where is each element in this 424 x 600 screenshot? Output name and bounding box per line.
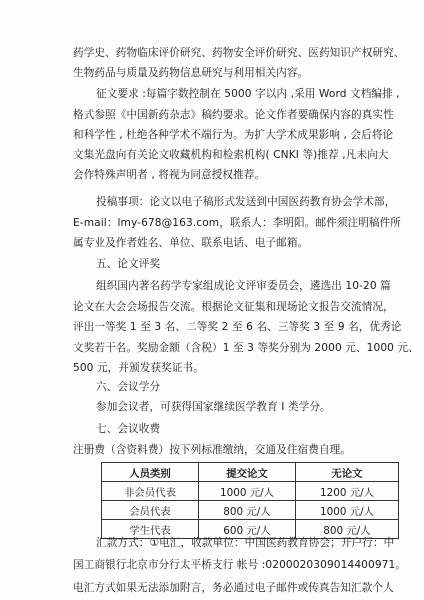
table-row bbox=[102, 501, 399, 520]
paragraph-line: 会作特殊声明者 , 将视为同意授权推荐。 bbox=[73, 169, 266, 181]
fee-cell: 800 元/人 bbox=[199, 501, 296, 520]
fee-cell: 非会员代表 bbox=[102, 482, 199, 501]
paragraph-line: 评出一等奖 1 至 3 名、二等奖 2 至 6 名、三等奖 3 至 9 名，优秀论 bbox=[73, 321, 402, 333]
bank-account-line: 国工商银行北京市分行太平桥支行 帐号 :0200020309014400971。 bbox=[73, 559, 407, 571]
paragraph-line: 组织国内著名药学专家组成论文评审委员会，遴选出 10-20 篇 bbox=[96, 280, 391, 292]
email-line: E-mail：lmy-678@163.com，联系人：李明阳。邮件须注明稿件所 bbox=[73, 217, 401, 229]
paragraph-line: 文集光盘向有关论文收藏机构和检索机构( CNKI 等)推荐 ,凡未向大 bbox=[73, 149, 389, 161]
paragraph-line: 药学史、药物临床评价研究、药物安全评价研究、医药知识产权研究、 bbox=[73, 47, 405, 59]
paragraph-line: 500 元，并颁发获奖证书。 bbox=[73, 362, 204, 374]
paragraph-line: 生物药品与质量及药物信息研究与利用相关内容。 bbox=[73, 67, 309, 79]
paragraph-line: 属专业及作者姓名、单位、联系电话、电子邮箱。 bbox=[73, 237, 309, 249]
fee-cell: 1200 元/人 bbox=[296, 482, 399, 501]
fee-header-no-paper: 无论文 bbox=[296, 463, 399, 482]
paragraph-line: 论文在大会会场报告交流。根据论文征集和现场论文报告交流情况， bbox=[73, 301, 394, 313]
paragraph-line: 电汇方式如果无法添加附言，务必通过电子邮件或传真告知汇款个人 bbox=[73, 582, 394, 594]
fee-cell: 学生代表 bbox=[102, 520, 199, 539]
fee-table-header bbox=[102, 463, 399, 482]
table-row bbox=[102, 520, 399, 539]
paragraph-line: 文奖若干名。奖励金额（含税）1 至 3 等奖分别为 2000 元、1000 元、 bbox=[73, 342, 419, 354]
fee-cell: 1000 元/人 bbox=[199, 482, 296, 501]
fee-header-category: 人员类别 bbox=[102, 463, 199, 482]
paragraph-line: 注册费（含资料费）按下列标准缴纳，交通及住宿费自理。 bbox=[73, 444, 352, 456]
fee-cell: 600 元/人 bbox=[199, 520, 296, 539]
table-row bbox=[102, 482, 399, 501]
fee-header-with-paper: 提交论文 bbox=[199, 463, 296, 482]
fee-cell: 800 元/人 bbox=[296, 520, 399, 539]
paragraph-line: 征文要求 :每篇字数控制在 5000 字以内 ,采用 Word 文档编排 , bbox=[96, 88, 400, 100]
paragraph-line: 投稿事项：论文以电子稿形式发送到中国医药教育协会学术部， bbox=[96, 196, 396, 208]
paragraph-line: 格式参照《中国新药杂志》稿约要求。论文作者要确保内容的真实性 bbox=[73, 109, 394, 121]
fee-cell: 会员代表 bbox=[102, 501, 199, 520]
fee-cell: 1000 元/人 bbox=[296, 501, 399, 520]
section-heading-credits: 六、会议学分 bbox=[96, 381, 161, 393]
paragraph-line: 汇款方式：①电汇，收款单位：中国医药教育协会；开户行：中 bbox=[96, 537, 395, 549]
section-heading-awards: 五、论文评奖 bbox=[96, 258, 161, 270]
section-heading-fees: 七、会议收费 bbox=[96, 423, 161, 435]
paragraph-line: 和科学性 , 杜绝各种学术不端行为。为扩大学术成果影响 , 会后将论 bbox=[73, 129, 394, 141]
fee-table bbox=[101, 462, 399, 539]
paragraph-line: 参加会议者，可获得国家继续医学教育 I 类学分。 bbox=[96, 401, 331, 413]
